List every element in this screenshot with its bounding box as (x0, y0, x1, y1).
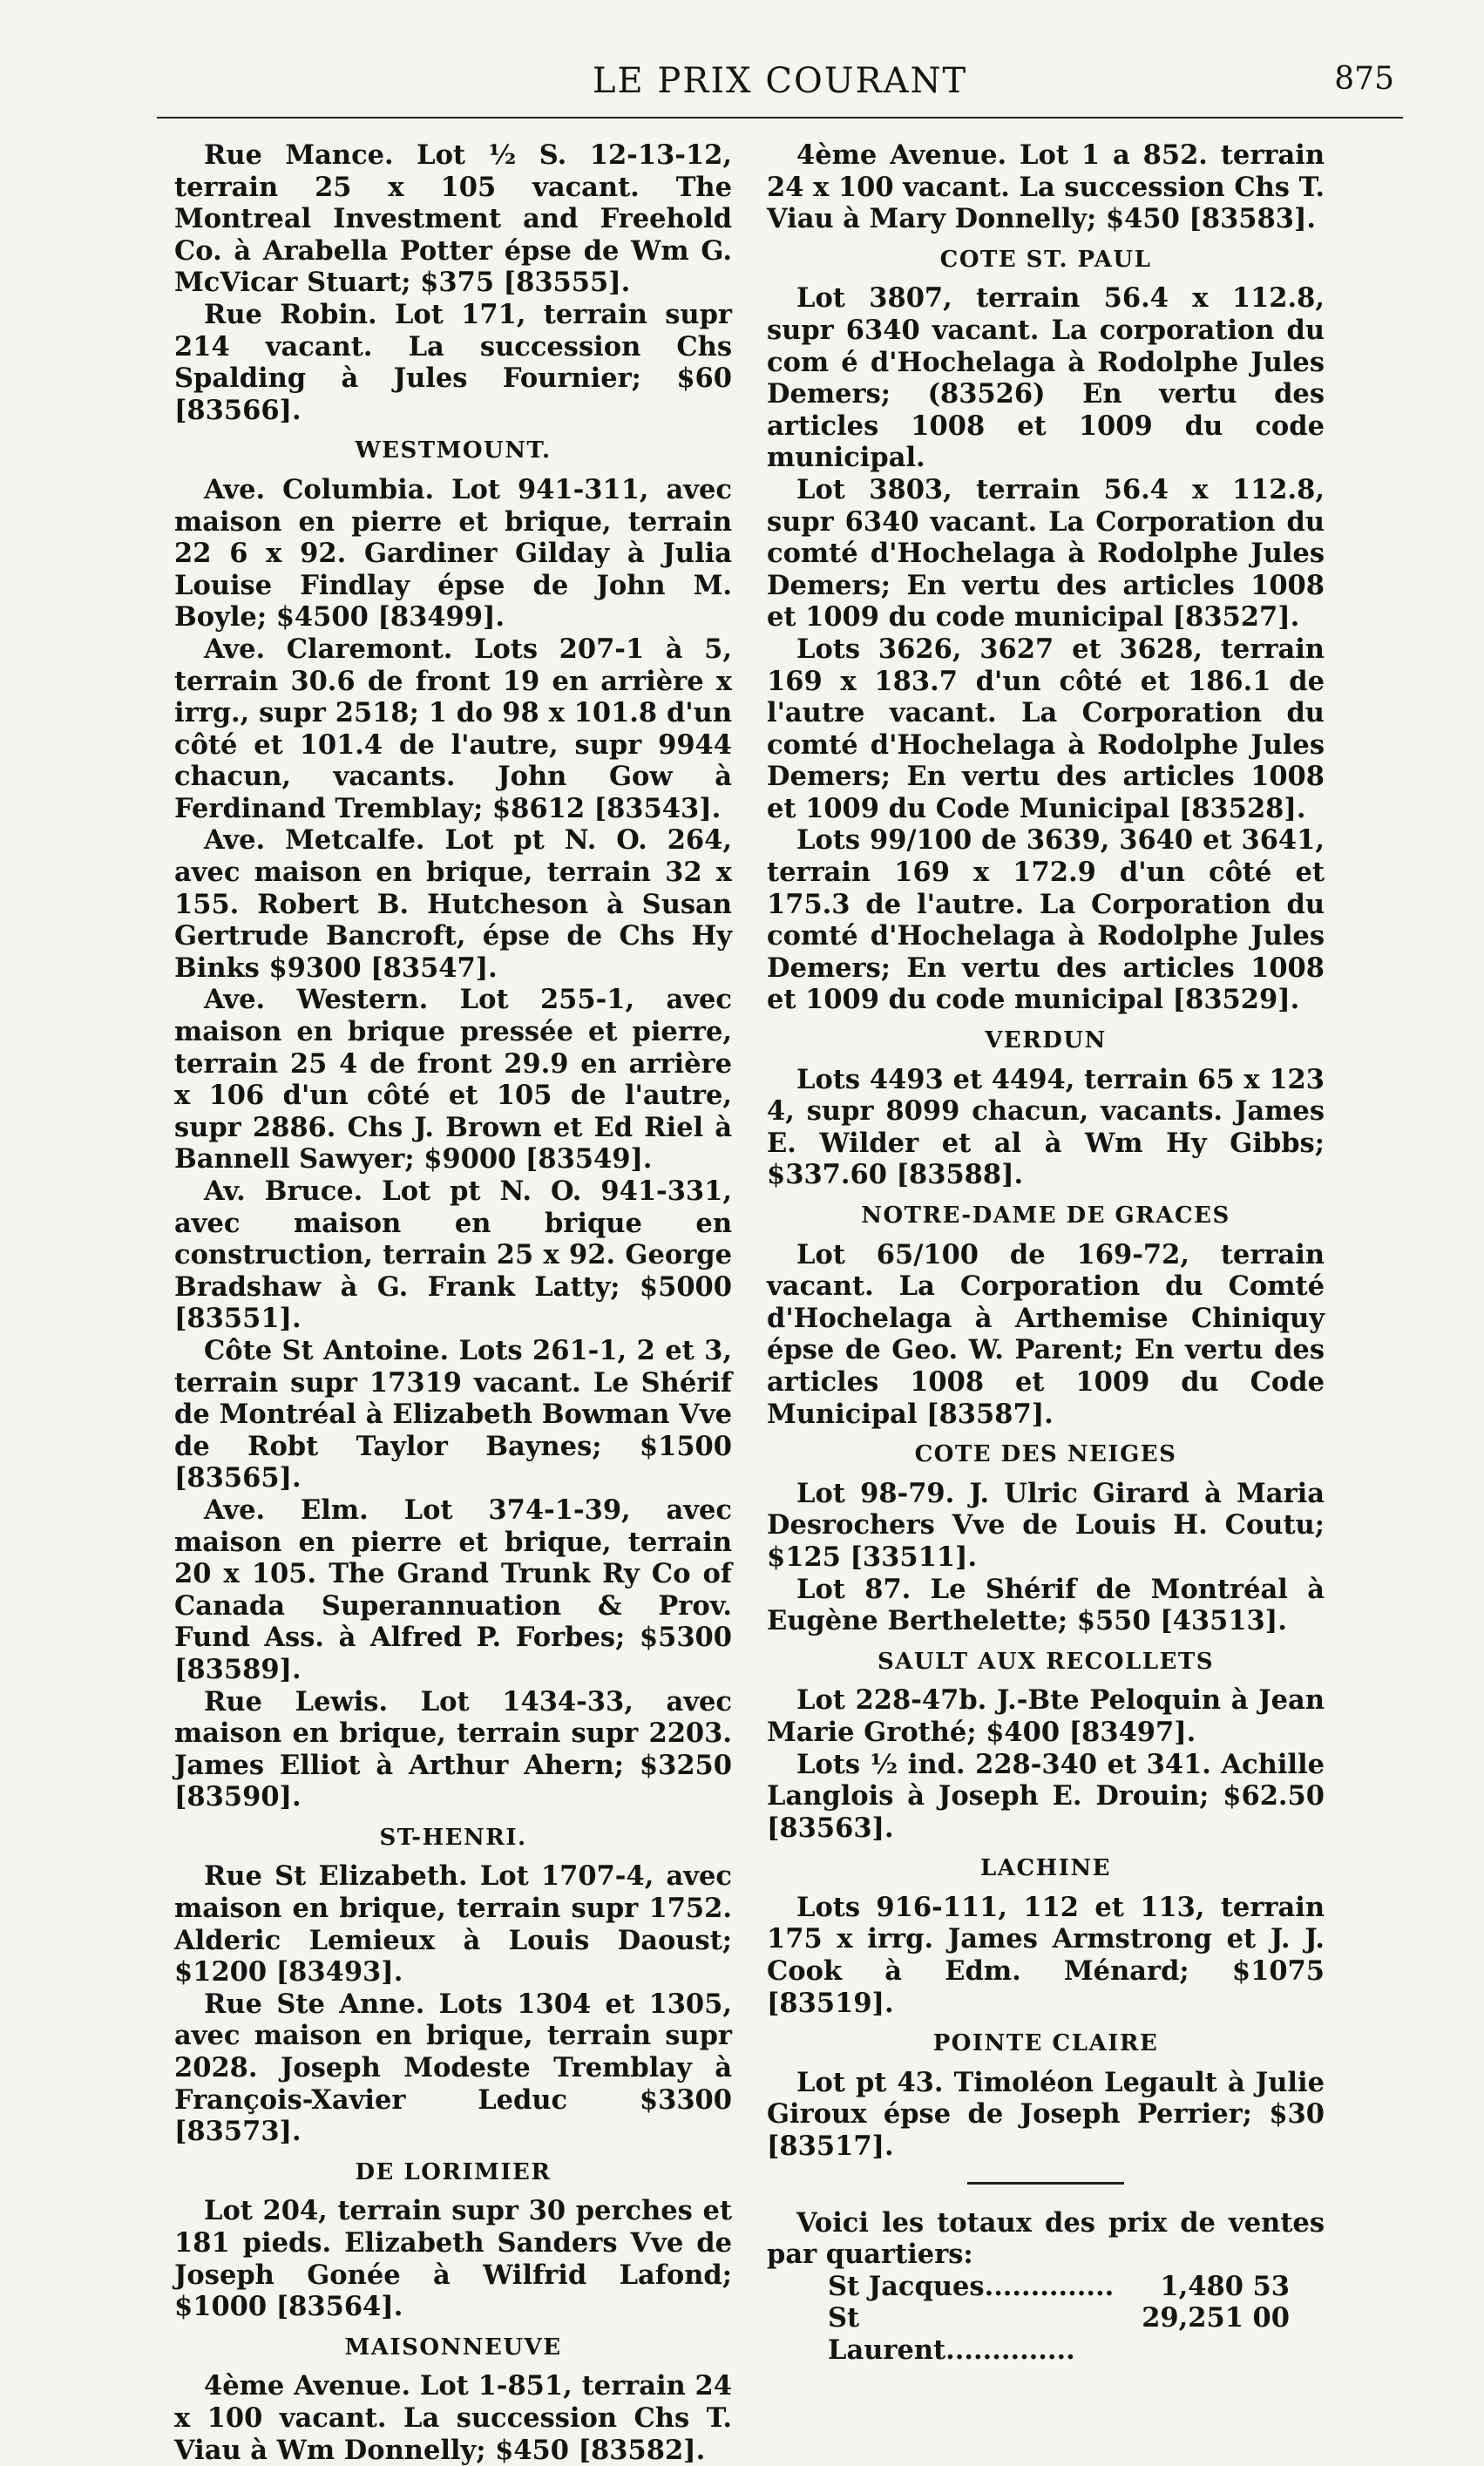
section-heading: NOTRE-DAME DE GRACES (861, 1203, 1230, 1229)
left-column (174, 139, 732, 2466)
section-heading: LACHINE (980, 1855, 1111, 1882)
sale-entry: Ave. Western. Lot 255-1, avec maison en brique pressée et pierre, terrain 25 4 de front 29.9 en arrière x 106 d'un côté et 105 de l'autre, supr 2886. Chs J. Brown et Ed Riel à Bannell Sawyer; $9000 [83549]. (174, 984, 732, 1175)
sale-entry: Lot 65/100 de 169-72, terrain vacant. La Corporation du Comté d'Hochelaga à Arthemise Chiniquy épse de Geo. W. Parent; En vertu des articles 1008 et 1009 du Code Municipal [83587]. (767, 1238, 1325, 1430)
sale-entry: Lot 3803, terrain 56.4 x 112.8, supr 6340 vacant. La Corporation du comté d'Hochelaga à Rodolphe Jules Demers; En vertu des articles 1008 et 1009 du code municipal [83527]. (767, 473, 1325, 633)
section-heading: VERDUN (985, 1027, 1107, 1054)
sale-entry: Lot 98-79. J. Ulric Girard à Maria Desrochers Vve de Louis H. Coutu; $125 [33511]. (767, 1477, 1325, 1573)
totals-value: 29,251 00 (1142, 2302, 1290, 2334)
totals-value: 1,480 53 (1160, 2270, 1290, 2302)
separator-rule (967, 2182, 1124, 2185)
section-heading: COTE ST. PAUL (939, 246, 1152, 273)
sale-entry: Rue Mance. Lot ½ S. 12-13-12, terrain 25 x 105 vacant. The Montreal Investment and Freehold Co. à Arabella Potter épse de Wm G. McVicar Stuart; $375 [83555]. (174, 139, 732, 299)
section-heading: SAULT AUX RECOLLETS (877, 1648, 1215, 1675)
right-column-entries (767, 139, 1325, 2185)
totals-row (828, 2302, 1316, 2366)
sale-entry: Ave. Metcalfe. Lot pt N. O. 264, avec maison en brique, terrain 32 x 155. Robert B. Hutcheson à Susan Gertrude Bancroft, épse de Chs Hy Binks $9300 [83547]. (174, 824, 732, 984)
sale-entry: 4ème Avenue. Lot 1 a 852. terrain 24 x 100 vacant. La succession Chs T. Viau à Mary Donnelly; $450 [83583]. (767, 139, 1325, 235)
sale-entry: Lot 228-47b. J.-Bte Peloquin à Jean Marie Grothé; $400 [83497]. (767, 1684, 1325, 1748)
sale-entry: Lot 204, terrain supr 30 perches et 181 pieds. Elizabeth Sanders Vve de Joseph Gonée à Wilfrid Lafond; $1000 [83564]. (174, 2195, 732, 2323)
page-number: 875 (1334, 61, 1394, 97)
sale-entry: 4ème Avenue. Lot 1-851, terrain 24 x 100 vacant. La succession Chs T. Viau à Wm Donnelly; $450 [83582]. (174, 2370, 732, 2466)
sale-entry: Lot pt 43. Timoléon Legault à Julie Giroux épse de Joseph Perrier; $30 [83517]. (767, 2066, 1325, 2163)
sale-entry: Lot 3807, terrain 56.4 x 112.8, supr 6340 vacant. La corporation du com é d'Hochelaga à Rodolphe Jules Demers; (83526) En vertu des articles 1008 et 1009 du code municipal. (767, 282, 1325, 474)
sale-entry: Ave. Claremont. Lots 207-1 à 5, terrain 30.6 de front 19 en arrière x irrg., supr 2518; 1 do 98 x 101.8 d'un côté et 101.4 de l'autre, supr 9944 chacun, vacants. John Gow à Ferdinand Tremblay; $8612 [83543]. (174, 633, 732, 824)
totals-row (828, 2271, 1316, 2303)
section-heading: ST-HENRI. (379, 1824, 527, 1851)
header-rule (157, 117, 1403, 119)
section-heading: WESTMOUNT. (355, 437, 552, 464)
sale-entry: Lots ½ ind. 228-340 et 341. Achille Langlois à Joseph E. Drouin; $62.50 [83563]. (767, 1748, 1325, 1844)
sale-entry: Rue St Elizabeth. Lot 1707-4, avec maison en brique, terrain supr 1752. Alderic Lemieux à Louis Daoust; $1200 [83493]. (174, 1860, 732, 1988)
sale-entry: Av. Bruce. Lot pt N. O. 941-331, avec maison en brique en construction, terrain 25 x 92. George Bradshaw à G. Frank Latty; $5000 [83551]. (174, 1175, 732, 1335)
totals-intro: Voici les totaux des prix de ventes par quartiers: (767, 2206, 1325, 2271)
section-heading: POINTE CLAIRE (932, 2030, 1159, 2057)
sale-entry: Ave. Columbia. Lot 941-311, avec maison en pierre et brique, terrain 22 6 x 92. Gardiner Gilday à Julia Louise Findlay épse de John M. Boyle; $4500 [83499]. (174, 473, 732, 633)
right-column (767, 139, 1325, 2367)
totals-label: St Jacques.............. (828, 2270, 1115, 2302)
sale-entry: Rue Lewis. Lot 1434-33, avec maison en brique, terrain supr 2203. James Elliot à Arthur Ahern; $3250 [83590]. (174, 1685, 732, 1813)
page-header (157, 54, 1403, 106)
journal-title: LE PRIX COURANT (592, 61, 968, 101)
totals-label: St Laurent.............. (828, 2302, 1075, 2366)
sale-entry: Lots 916-111, 112 et 113, terrain 175 x irrg. James Armstrong et J. J. Cook à Edm. Ménard; $1075 [83519]. (767, 1891, 1325, 2019)
section-heading: COTE DES NEIGES (914, 1441, 1177, 1468)
section-heading: DE LORIMIER (355, 2158, 552, 2185)
sale-entry: Lots 99/100 de 3639, 3640 et 3641, terrain 169 x 172.9 d'un côté et 175.3 de l'autre. La Corporation du comté d'Hochelaga à Rodolphe Jules Demers; En vertu des articles 1008 et 1009 du code municipal [83529]. (767, 824, 1325, 1016)
sale-entry: Lots 3626, 3627 et 3628, terrain 169 x 183.7 d'un côté et 186.1 de l'autre vacant. La Corporation du comté d'Hochelaga à Rodolphe Jules Demers; En vertu des articles 1008 et 1009 du Code Municipal [83528]. (767, 633, 1325, 824)
section-heading: MAISONNEUVE (344, 2334, 562, 2361)
sale-entry: Rue Robin. Lot 171, terrain supr 214 vacant. La succession Chs Spalding à Jules Fournier; $60 [83566]. (174, 298, 732, 426)
sale-entry: Ave. Elm. Lot 374-1-39, avec maison en pierre et brique, terrain 20 x 105. The Grand Trunk Ry Co of Canada Superannuation & Prov. Fund Ass. à Alfred P. Forbes; $5300 [83589]. (174, 1494, 732, 1685)
totals-table (828, 2271, 1316, 2367)
sale-entry: Lots 4493 et 4494, terrain 65 x 123 4, supr 8099 chacun, vacants. James E. Wilder et al à Wm Hy Gibbs; $337.60 [83588]. (767, 1063, 1325, 1191)
sale-entry: Lot 87. Le Shérif de Montréal à Eugène Berthelette; $550 [43513]. (767, 1573, 1325, 1637)
sale-entry: Côte St Antoine. Lots 261-1, 2 et 3, terrain supr 17319 vacant. Le Shérif de Montréal à Elizabeth Bowman Vve de Robt Taylor Baynes; $1500 [83565]. (174, 1334, 732, 1494)
sale-entry: Rue Ste Anne. Lots 1304 et 1305, avec maison en brique, terrain supr 2028. Joseph Modeste Tremblay à François-Xavier Leduc $3300 [83573]. (174, 1988, 732, 2148)
